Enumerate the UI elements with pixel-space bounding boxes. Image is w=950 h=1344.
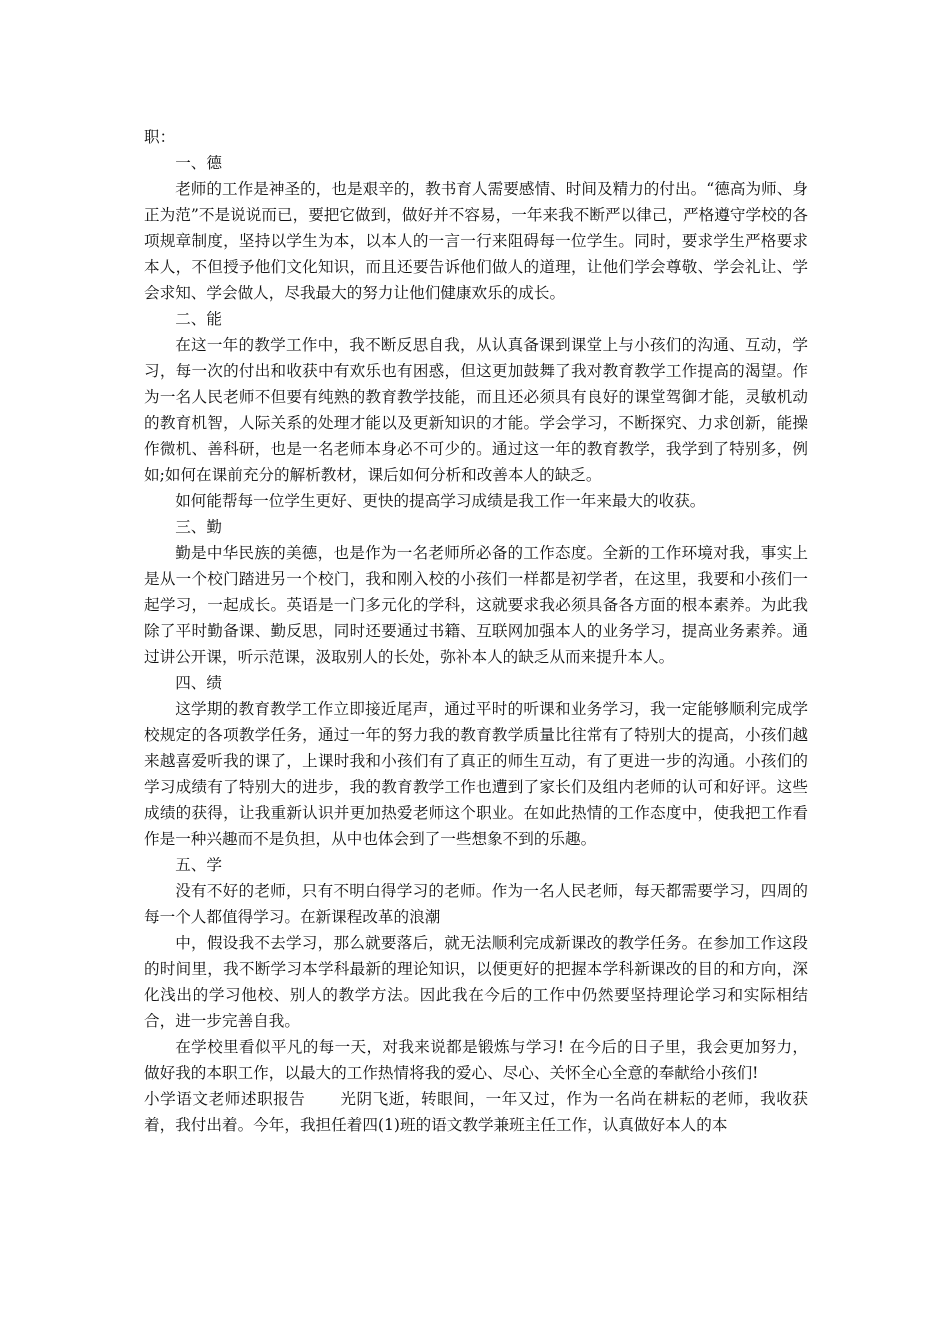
section-heading-diligence: 三、勤 [175, 518, 222, 536]
paragraph-diligence: 勤是中华民族的美德，也是作为一名老师所必备的工作态度。全新的工作环境对我，事实上是从一个校门踏进另一个校门，我和刚入校的小孩们一样都是初学者，在这里，我要和小孩们一起学习，一起成长。英语是一门多元化的学科，这就要求我必须具备各方面的根本素养。为此我除了平时勤备课、勤反思，同时还要通过书籍、互联网加强本人的业务学习，提高业务素养。通过讲公开课，听示范课，汲取别人的长处，弥补本人的缺乏从而来提升本人。 [144, 544, 808, 666]
paragraph-closing: 在学校里看似平凡的每一天，对我来说都是锻炼与学习! 在今后的日子里，我会更加努力，做好我的本职工作，以最大的工作热情将我的爱心、尽心、关怀全心全意的奉献给小孩们! [144, 1038, 808, 1082]
paragraph-ability-summary: 如何能帮每一位学生更好、更快的提高学习成绩是我工作一年来最大的收获。 [175, 492, 706, 510]
next-report-title: 小学语文老师述职报告 [144, 1090, 306, 1108]
paragraph-learning-2: 中，假设我不去学习，那么就要落后，就无法顺利完成新课改的教学任务。在参加工作这段的时间里，我不断学习本学科最新的理论知识，以便更好的把握本学科新课改的目的和方向，深化浅出的学习他校、别人的教学方法。因此我在今后的工作中仍然要坚持理论学习和实际相结合，进一步完善自我。 [144, 934, 808, 1030]
section-heading-achievement: 四、绩 [175, 674, 222, 692]
paragraph-achievement: 这学期的教育教学工作立即接近尾声，通过平时的听课和业务学习，我一定能够顺利完成学校规定的各项教学任务，通过一年的努力我的教育教学质量比往常有了特别大的提高，小孩们越来越喜爱听我的课了，上课时我和小孩们有了真正的师生互动，有了更进一步的沟通。小孩们的学习成绩有了特别大的进步，我的教育教学工作也遭到了家长们及组内老师的认可和好评。这些成绩的获得，让我重新认识并更加热爱老师这个职业。在如此热情的工作态度中，使我把工作看作是一种兴趣而不是负担，从中也体会到了一些想象不到的乐趣。 [144, 700, 808, 848]
paragraph-learning-1: 没有不好的老师，只有不明白得学习的老师。作为一名人民老师，每天都需要学习，四周的每一个人都值得学习。在新课程改革的浪潮 [144, 882, 808, 926]
section-heading-ability: 二、能 [175, 310, 222, 328]
paragraph-virtue: 老师的工作是神圣的，也是艰辛的，教书育人需要感情、时间及精力的付出。“德高为师、身正为范”不是说说而已，要把它做到，做好并不容易，一年来我不断严以律己，严格遵守学校的各项规章制度，坚持以学生为本，以本人的一言一行来阻碍每一位学生。同时，要求学生严格要求本人，不但授予他们文化知识，而且还要告诉他们做人的道理，让他们学会尊敬、学会礼让、学会求知、学会做人，尽我最大的努力让他们健康欢乐的成长。 [144, 180, 808, 302]
paragraph-ability: 在这一年的教学工作中，我不断反思自我，从认真备课到课堂上与小孩们的沟通、互动，学习，每一次的付出和收获中有欢乐也有困惑，但这更加鼓舞了我对教育教学工作提高的渴望。作为一名人民老师不但要有纯熟的教育教学技能，而且还必须具有良好的课堂驾御才能，灵敏机动的教育机智，人际关系的处理才能以及更新知识的才能。学会学习，不断探究、力求创新，能操作微机、善科研，也是一名老师本身必不可少的。通过这一年的教育教学，我学到了特别多，例如;如何在课前充分的解析教材，课后如何分析和改善本人的缺乏。 [144, 336, 808, 484]
document-page [144, 124, 808, 1138]
intro-line: 职： [144, 128, 176, 146]
section-heading-learning: 五、学 [175, 856, 222, 874]
next-report-body: 光阴飞逝，转眼间，一年又过，作为一名尚在耕耘的老师，我收获着，我付出着。今年，我担任着四(1)班的语文教学兼班主任工作，认真做好本人的本 [144, 1090, 808, 1134]
next-report-paragraph [144, 1086, 808, 1138]
section-heading-virtue: 一、德 [175, 154, 222, 172]
